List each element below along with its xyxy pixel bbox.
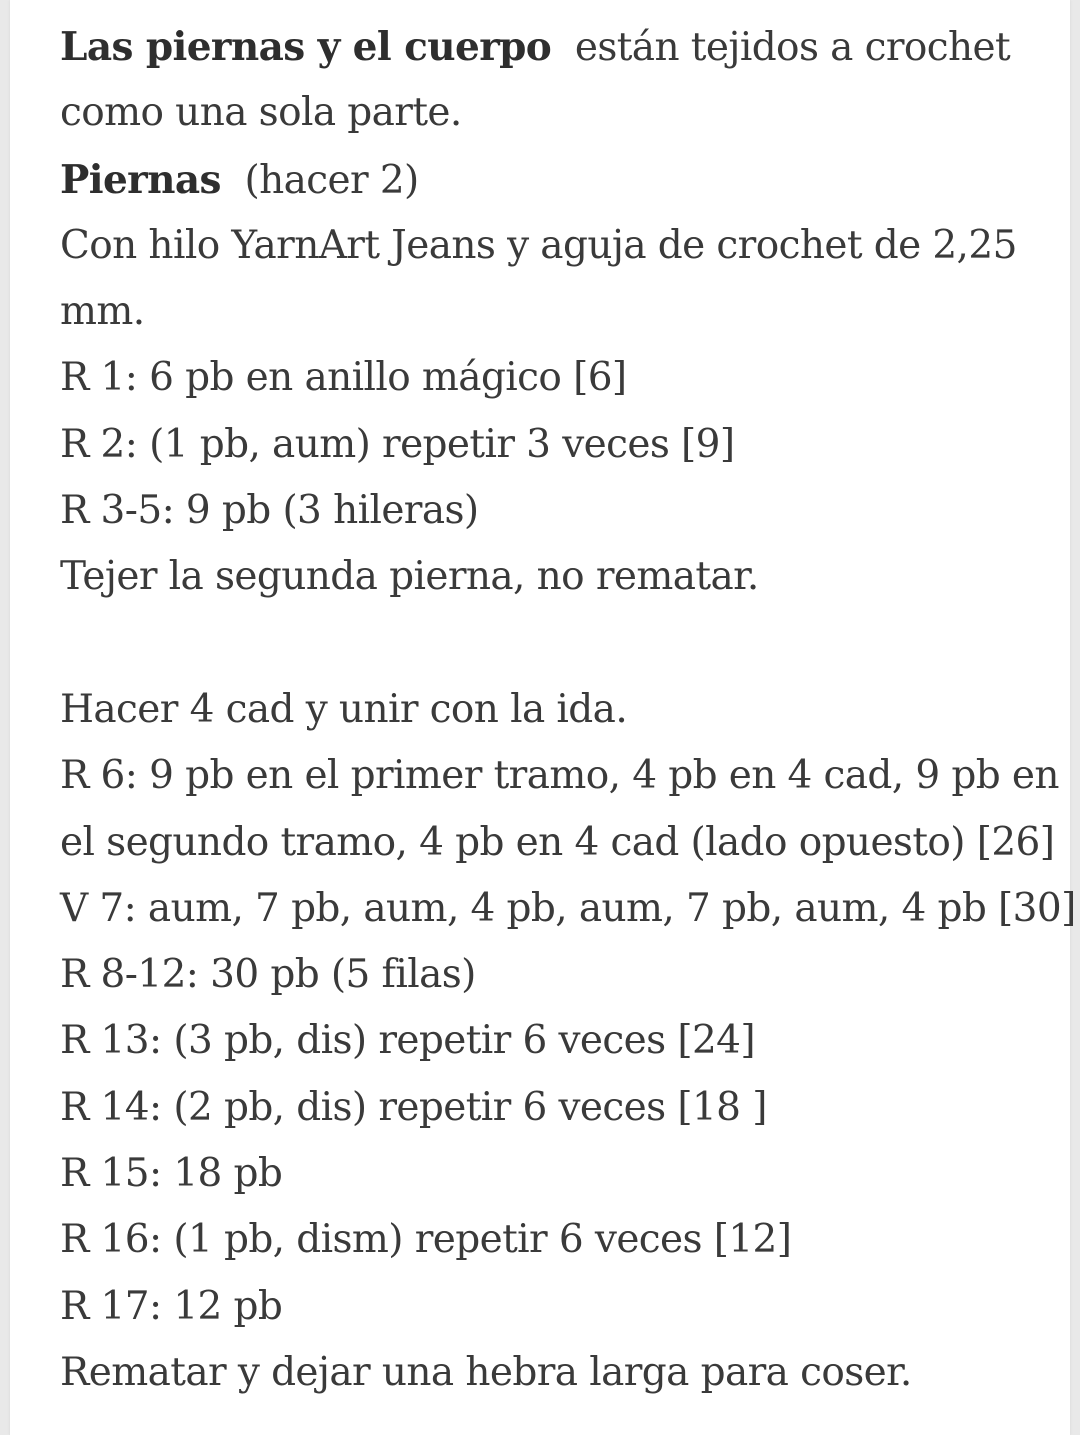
pattern-text <box>60 14 1076 1406</box>
body-row: R 15: 18 pb <box>60 1151 283 1197</box>
body-row: R 8-12: 30 pb (5 filas) <box>60 952 476 998</box>
intro-line-1 <box>60 14 1050 80</box>
body-row: R 17: 12 pb <box>60 1283 283 1329</box>
legs-heading <box>60 147 1050 213</box>
body-row: R 13: (3 pb, dis) repetir 6 veces [24] <box>60 1018 756 1064</box>
legs-heading-bold: Piernas <box>60 156 221 203</box>
body-row: R 14: (2 pb, dis) repetir 6 veces [18 ] <box>60 1084 767 1130</box>
intro-line-2: como una sola parte. <box>60 90 462 136</box>
intro-text-1: están tejidos a crochet <box>574 25 1011 70</box>
legs-heading-note: (hacer 2) <box>244 157 419 203</box>
blank-line <box>60 611 1050 677</box>
body-row: el segundo tramo, 4 pb en 4 cad (lado opuesto) [26] <box>60 819 1055 865</box>
page <box>10 0 1076 1435</box>
materials-line-2: mm. <box>60 289 145 335</box>
body-row: R 16: (1 pb, dism) repetir 6 veces [12] <box>60 1217 792 1263</box>
leg-row: R 2: (1 pb, aum) repetir 3 veces [9] <box>60 421 735 467</box>
body-row: Rematar y dejar una hebra larga para coser. <box>60 1349 912 1395</box>
leg-row: Tejer la segunda pierna, no rematar. <box>60 554 759 600</box>
body-row: Hacer 4 cad y unir con la ida. <box>60 686 628 732</box>
leg-row: R 3-5: 9 pb (3 hileras) <box>60 488 479 534</box>
intro-bold: Las piernas y el cuerpo <box>60 24 552 70</box>
materials-line-1: Con hilo YarnArt Jeans y aguja de crochet de 2,25 <box>60 222 1017 268</box>
body-row: R 6: 9 pb en el primer tramo, 4 pb en 4 cad, 9 pb en <box>60 753 1059 799</box>
leg-row: R 1: 6 pb en anillo mágico [6] <box>60 355 627 401</box>
body-row: V 7: aum, 7 pb, aum, 4 pb, aum, 7 pb, aum, 4 pb [30] <box>60 885 1076 931</box>
